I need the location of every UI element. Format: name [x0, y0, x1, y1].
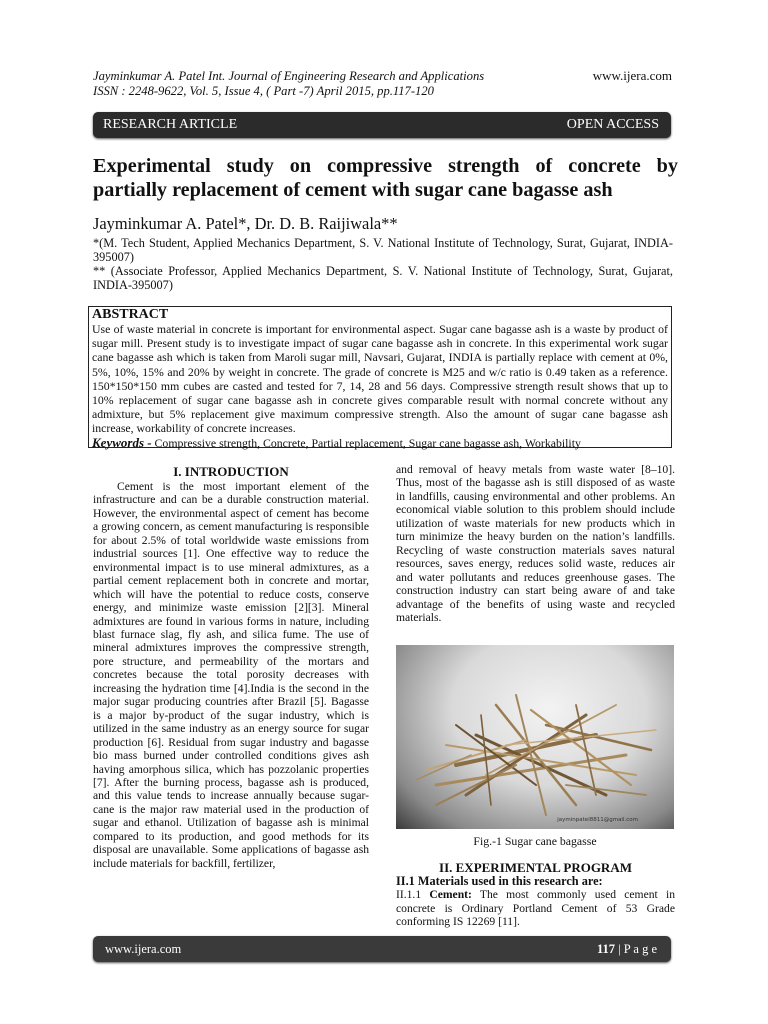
- page-number: [597, 942, 657, 957]
- journal-line-1: Jayminkumar A. Patel Int. Journal of Engineering Research and Applications: [93, 69, 485, 83]
- abstract-text: Use of waste material in concrete is important for environmental aspect. Sugar cane bagasse ash is a waste by product of sugar mill. Present study is to investigate impact of sugar cane bagasse ash in concrete. In this experimental work sugar cane bagasse ash which is taken from Maroli sugar mill, Navsari, Gujarat, INDIA is partially replace with cement at 0%, 5%, 10%, 15% and 20% by weight in concrete. The grade of concrete is M25 and w/c ratio is 0.49 taken as a reference. 150*150*150 mm cubes are casted and tested for 7, 14, 28 and 56 days. Compressive strength result shows that up to 10% replacement of sugar cane bagasse ash in concrete gives comparable result with normal concrete without any admixture, but 5% replacement give maximum compressive strength. Also the amount of sugar cane bagasse ash increase, workability of concrete increases.: [92, 322, 668, 436]
- page-label: | P a g e: [615, 942, 657, 956]
- header-website: www.ijera.com: [592, 68, 672, 83]
- abstract-heading: ABSTRACT: [92, 307, 169, 322]
- sugar-cane-bagasse-photo: [396, 645, 674, 829]
- journal-line-2: ISSN : 2248-9622, Vol. 5, Issue 4, ( Part -7) April 2015, pp.117-120: [93, 84, 434, 98]
- abstract-box: [88, 306, 672, 448]
- research-article-label: RESEARCH ARTICLE: [103, 117, 238, 132]
- cement-paragraph: [396, 888, 675, 928]
- left-column: [93, 464, 369, 870]
- cement-label: Cement:: [429, 888, 472, 902]
- photo-watermark: jayminpatel8811@gmail.com: [557, 817, 638, 823]
- experimental-program-heading: II. EXPERIMENTAL PROGRAM: [439, 860, 632, 875]
- bagasse-fibers-image: [396, 645, 674, 829]
- keywords-text: Compressive strength, Concrete, Partial replacement, Sugar cane bagasse ash, Workability: [154, 435, 581, 450]
- cement-text: The most commonly used cement in concrete is Ordinary Portland Cement of 53 Grade conforming IS 12269 [11].: [396, 888, 675, 929]
- page-footer: [93, 936, 671, 962]
- cement-item-number: II.1.1: [396, 888, 422, 902]
- figure-caption: Fig.-1 Sugar cane bagasse: [473, 834, 597, 848]
- footer-website: www.ijera.com: [105, 942, 182, 956]
- materials-subheading: II.1 Materials used in this research are:: [396, 874, 603, 888]
- affiliation-1: *(M. Tech Student, Applied Mechanics Department, S. V. National Institute of Technology, Surat, Gujarat, INDIA-395007): [93, 236, 673, 264]
- open-access-label: OPEN ACCESS: [566, 117, 659, 132]
- article-type-banner: [93, 112, 671, 138]
- introduction-heading: I. INTRODUCTION: [173, 464, 289, 479]
- keywords: [92, 436, 671, 450]
- authors: Jayminkumar A. Patel*, Dr. D. B. Raijiwala**: [93, 214, 398, 233]
- introduction-continued: and removal of heavy metals from waste water [8–10]. Thus, most of the bagasse ash is still disposed of as waste in landfills, causing environmental and other problems. An economical viable solution to this problem should include utilization of waste materials for new products which in turn minimize the heavy burden on the nation’s landfills. Recycling of waste construction materials saves natural resources, saves energy, reduces solid waste, reduces air and water pollutants and reduces greenhouse gases. The construction industry can start being aware of and take advantage of the benefits of using waste and recycled materials.: [396, 463, 675, 624]
- introduction-text: Cement is the most important element of the infrastructure and can be a durable construction material. However, the environmental aspect of cement has become a growing concern, as cement manufacturing is responsible for about 2.5% of total worldwide waste emissions from industrial sources [1]. One effective way to reduce the environmental impact is to use mineral admixtures, as a partial cement replacement both in concrete and mortar, which will have the potential to reduce costs, conserve energy, and minimize waste emission [2][3]. Mineral admixtures are found in various forms in nature, including blast furnace slag, fly ash, and silica fume. The use of mineral admixtures improves the compressive strength, pore structure, and permeability of the mortars and concretes because the total porosity decreases with increasing the hydration time [4].India is the second in the major sugar producing countries after Brazil [5]. Bagasse is a major by-product of the sugar industry, which is utilized in the same industry as an energy source for sugar production [6]. Residual from sugar industry and bagasse bio mass burned under controlled conditions gives ash having amorphous silica, which has pozzolanic properties [7]. After the burning process, bagasse ash is produced, and this value tends to increase annually because sugar- cane is the major raw material used in the production of sugar and ethanol. Utilization of bagasse ash is minimal compared to its production, and good methods for its disposal are unavailable. Some applications of bagasse ash include materials for backfill, fertilizer,: [93, 480, 369, 870]
- right-column-text: [396, 463, 675, 624]
- journal-header: [93, 69, 484, 99]
- keywords-label: Keywords -: [92, 434, 152, 450]
- experimental-program-section: [396, 860, 675, 929]
- paper-title: Experimental study on compressive strength of concrete by partially replacement of cement with sugar cane bagasse ash: [93, 155, 678, 201]
- affiliation-2: ** (Associate Professor, Applied Mechanics Department, S. V. National Institute of Technology, Surat, Gujarat, INDIA-395007): [93, 264, 673, 292]
- page-number-value: 117: [596, 942, 616, 956]
